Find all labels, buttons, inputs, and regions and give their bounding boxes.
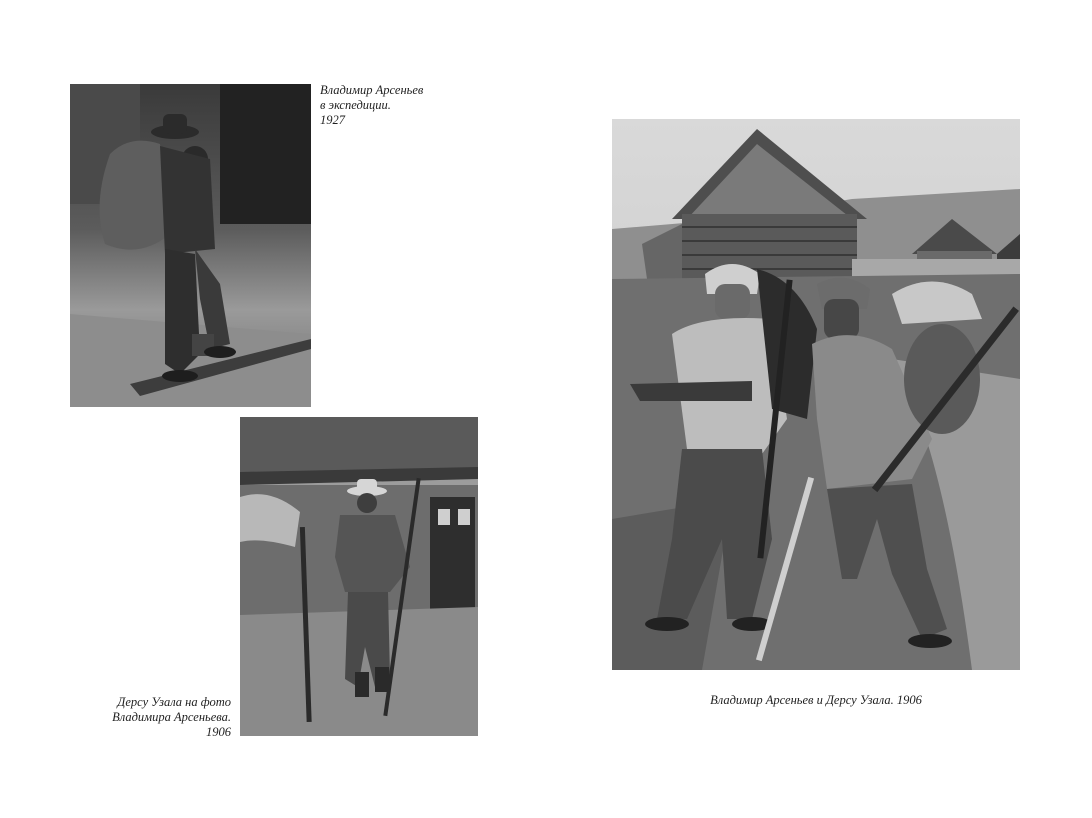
caption-line: 1927 [320, 113, 345, 127]
caption-line: в экспедиции. [320, 98, 391, 112]
caption-dersu-uzala [90, 695, 231, 740]
caption-arsenyev-and-dersu [612, 693, 1020, 708]
photo-arsenyev-expedition [70, 84, 311, 407]
caption-line: Владимира Арсеньева. [112, 710, 231, 724]
photo-arsenyev-and-dersu [612, 119, 1020, 670]
photo-arsenyev-expedition-image [70, 84, 311, 407]
photo-dersu-uzala-image [240, 417, 478, 736]
caption-line: Владимир Арсеньев [320, 83, 424, 97]
caption-arsenyev-expedition [320, 83, 423, 128]
caption-line: 1906 [206, 725, 231, 739]
caption-line: Дерсу Узала на фото [117, 695, 231, 709]
photo-dersu-uzala [240, 417, 478, 736]
caption-line: Владимир Арсеньев и Дерсу Узала. 1906 [710, 693, 922, 707]
photo-arsenyev-and-dersu-image [612, 119, 1020, 670]
